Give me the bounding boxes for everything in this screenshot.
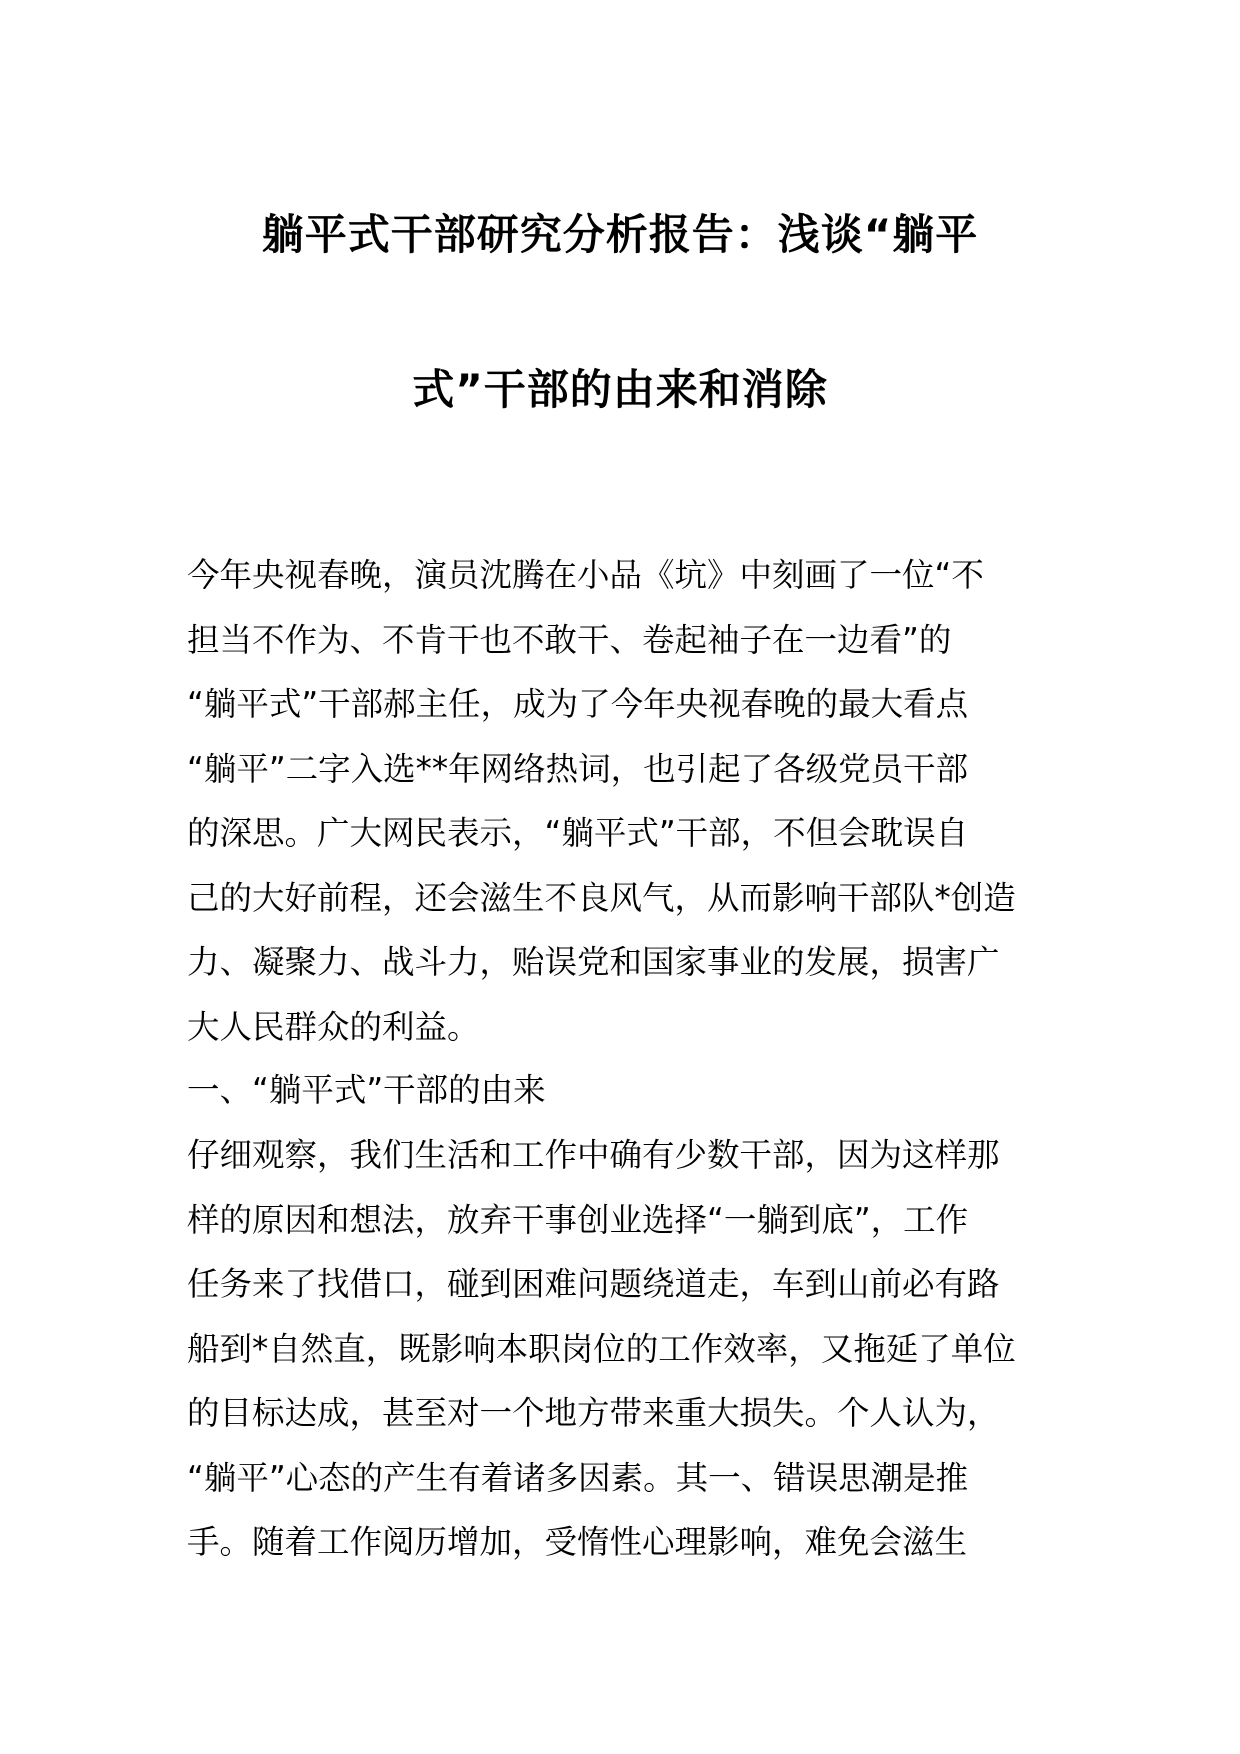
section-heading-origin (187, 1058, 1057, 1123)
text-line: 今年央视春晚，演员沈腾在小品《坑》中刻画了一位“不 (187, 556, 984, 594)
text-line: “躺平”二字入选**年网络热词，也引起了各级党员干部 (187, 749, 969, 788)
text-line: 己的大好前程，还会滋生不良风气，从而影响干部队*创造 (187, 878, 1016, 917)
text-line: “躺平式”干部郝主任，成为了今年央视春晚的最大看点 (187, 685, 969, 723)
text-line: 的深思。广大网民表示，“躺平式”干部，不但会耽误自 (187, 814, 969, 852)
document-title-line-2: 式”干部的由来和消除 (412, 365, 828, 414)
paragraph-origin (187, 1123, 1057, 1575)
text-line: 的目标达成，甚至对一个地方带来重大损失。个人认为， (187, 1394, 1000, 1432)
section-heading-text: 一、“躺平式”干部的由来 (187, 1071, 546, 1109)
text-line: 仔细观察，我们生活和工作中确有少数干部，因为这样那 (187, 1136, 1000, 1174)
paragraph-intro (187, 543, 1057, 1059)
text-line: 船到*自然直，既影响本职岗位的工作效率，又拖延了单位 (187, 1329, 1016, 1368)
text-line: 手。随着工作阅历增加，受惰性心理影响，难免会滋生 (187, 1523, 968, 1561)
text-line: “躺平”心态的产生有着诸多因素。其一、错误思潮是推 (187, 1458, 969, 1497)
document-title-line-1: 躺平式干部研究分析报告：浅谈“躺平 (261, 210, 979, 259)
text-line: 样的原因和想法，放弃干事创业选择“一躺到底”，工作 (187, 1200, 969, 1239)
text-line: 担当不作为、不肯干也不敢干、卷起袖子在一边看”的 (187, 620, 952, 659)
text-line: 力、凝聚力、战斗力，贻误党和国家事业的发展，损害广 (187, 943, 1000, 981)
text-line: 任务来了找借口，碰到困难问题绕道走，车到山前必有路 (187, 1265, 1000, 1303)
text-line: 大人民群众的利益。 (187, 1007, 480, 1046)
